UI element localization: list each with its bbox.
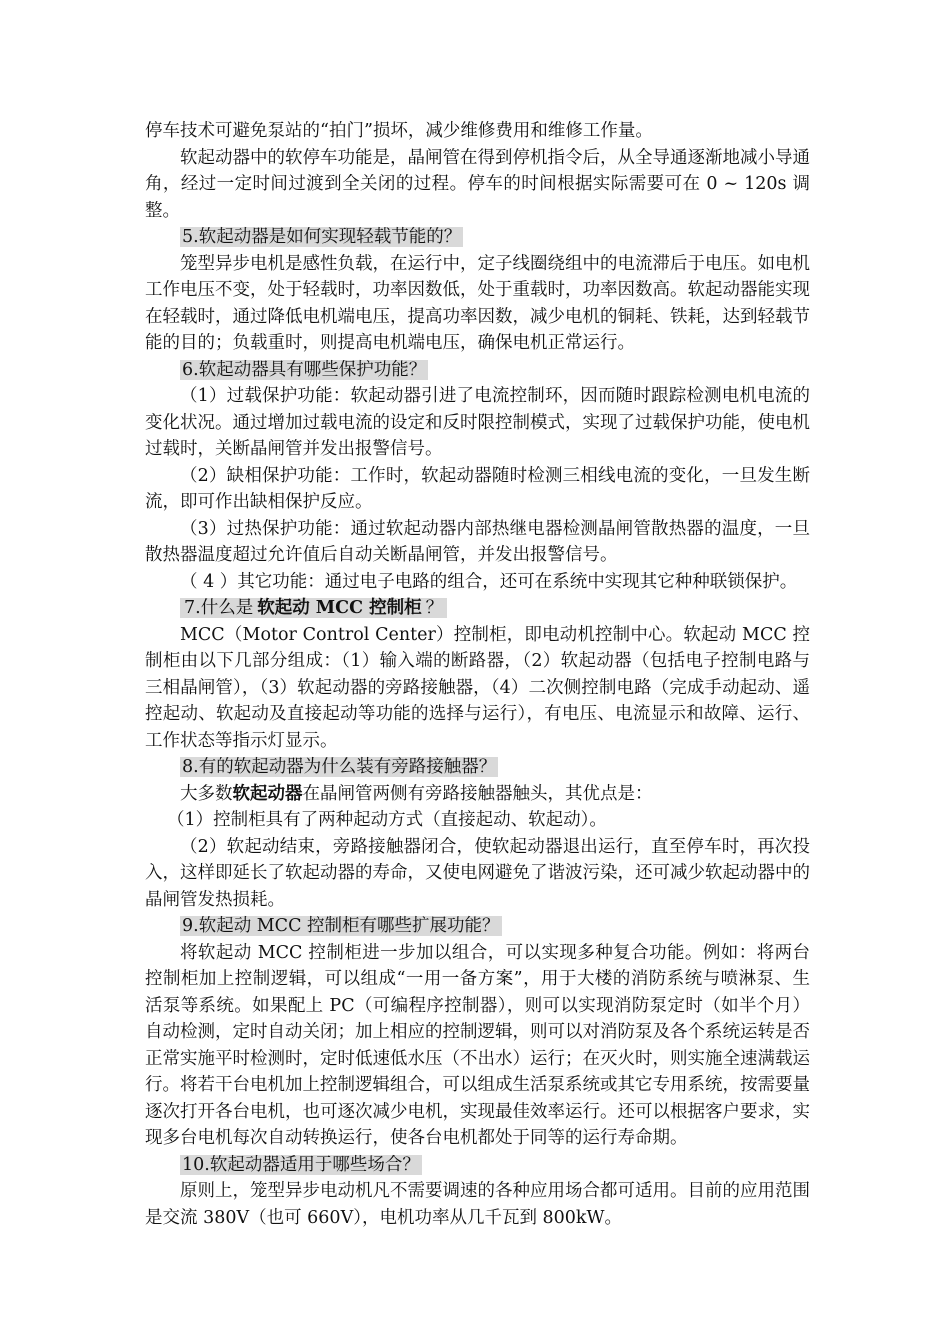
heading-8-text: 8.有的软起动器为什么装有旁路接触器？ xyxy=(182,757,497,777)
paragraph-8b: （2）软起动结束，旁路接触器闭合，使软起动器退出运行，直至停车时，再次投入，这样即延长了软起动器的寿命，又使电网避免了谐波污染，还可减少软起动器中的晶闸管发热损耗。 xyxy=(145,836,810,910)
heading-10-text: 10.软起动器适用于哪些场合？ xyxy=(182,1154,420,1175)
heading-7-suffix: ？ xyxy=(425,598,444,618)
paragraph-6d: （ 4 ）其它功能：通过电子电路的组合，还可在系统中实现其它种种联锁保护。 xyxy=(180,571,798,592)
paragraph-7: MCC（Motor Control Center）控制柜，即电动机控制中心。软起动 MCC 控制柜由以下几部分组成：（1）输入端的断路器，（2）软起动器（包括电子控制电路与三相晶闸管），（3）软起动器的旁路接触器，（4）二次侧控制电路（完成手动起动、遥控起动、软起动及直接起动等功能的选择与运行），有电压、电流显示和故障、运行、工作状态等指示灯显示。 xyxy=(145,624,810,751)
paragraph-8-suffix: 在晶闸管两侧有旁路接触器触头，其优点是： xyxy=(302,783,653,804)
paragraph-8-prefix: 大多数 xyxy=(180,783,233,804)
paragraph-5: 笼型异步电机是感性负载，在运行中，定子线圈绕组中的电流滞后于电压。如电机工作电压不变，处于轻载时，功率因数低，处于重载时，功率因数高。软起动器能实现在轻载时，通过降低电机端电压，提高功率因数，减少电机的铜耗、铁耗，达到轻载节能的目的；负载重时，则提高电机端电压，确保电机正常运行。 xyxy=(145,253,810,353)
heading-5-text: 5.软起动器是如何实现轻载节能的？ xyxy=(182,227,462,247)
heading-8 xyxy=(145,754,810,781)
heading-7-text xyxy=(180,598,447,618)
paragraph-8 xyxy=(145,781,810,808)
heading-7-prefix: 7.什么是 xyxy=(184,598,254,618)
paragraph-9: 将软起动 MCC 控制柜进一步加以组合，可以实现多种复合功能。例如：将两台控制柜加上控制逻辑，可以组成“一用一备方案”，用于大楼的消防系统与喷淋泵、生活泵等系统。如果配上 PC（可编程序控制器），则可以实现消防泵定时（如半个月）自动检测，定时自动关闭；加上相应的控制逻辑，则可以对消防泵及各个系统运转是否正常实施平时检测时，定时低速低水压（不出水）运行；在灭火时，则实施全速满载运行。将若干台电机加上控制逻辑组合，可以组成生活泵系统或其它专用系统，按需要量逐次打开各台电机，也可逐次减少电机，实现最佳效率运行。还可以根据客户要求，实现多台电机每次自动转换运行，使各台电机都处于同等的运行寿命期。 xyxy=(145,942,810,1148)
paragraph-soft-stop-intro: 停车技术可避免泵站的“拍门”损坏，减少维修费用和维修工作量。 xyxy=(145,121,653,141)
paragraph-10: 原则上，笼型异步电动机凡不需要调速的各种应用场合都可适用。目前的应用范围是交流 380V（也可 660V），电机功率从几千瓦到 800kW。 xyxy=(145,1181,810,1228)
paragraph-8-bold: 软起动器 xyxy=(232,783,303,804)
heading-5 xyxy=(145,224,810,251)
heading-7 xyxy=(145,595,810,622)
heading-6 xyxy=(145,357,810,384)
heading-10 xyxy=(145,1152,810,1179)
heading-6-text: 6.软起动器具有哪些保护功能？ xyxy=(182,359,427,380)
paragraph-soft-stop: 软起动器中的软停车功能是，晶闸管在得到停机指令后，从全导通逐渐地减小导通角，经过一定时间过渡到全关闭的过程。停车的时间根据实际需要可在 0 ~ 120s 调整。 xyxy=(145,147,810,221)
paragraph-6a: （1）过载保护功能：软起动器引进了电流控制环，因而随时跟踪检测电机电流的变化状况。通过增加过载电流的设定和反时限控制模式，实现了过载保护功能，使电机过载时，关断晶闸管并发出报警信号。 xyxy=(145,386,810,459)
heading-9 xyxy=(145,913,810,940)
document-page xyxy=(145,118,810,1231)
heading-9-text: 9.软起动 MCC 控制柜有哪些扩展功能？ xyxy=(182,916,500,936)
heading-7-bold: 软起动 MCC 控制柜 xyxy=(257,598,422,618)
paragraph-8a: （1）控制柜具有了两种起动方式（直接起动、软起动）。 xyxy=(167,810,607,830)
paragraph-6b: （2）缺相保护功能：工作时，软起动器随时检测三相线电流的变化，一旦发生断流，即可作出缺相保护反应。 xyxy=(145,465,810,512)
paragraph-6c: （3）过热保护功能：通过软起动器内部热继电器检测晶闸管散热器的温度，一旦散热器温度超过允许值后自动关断晶闸管，并发出报警信号。 xyxy=(145,518,810,565)
